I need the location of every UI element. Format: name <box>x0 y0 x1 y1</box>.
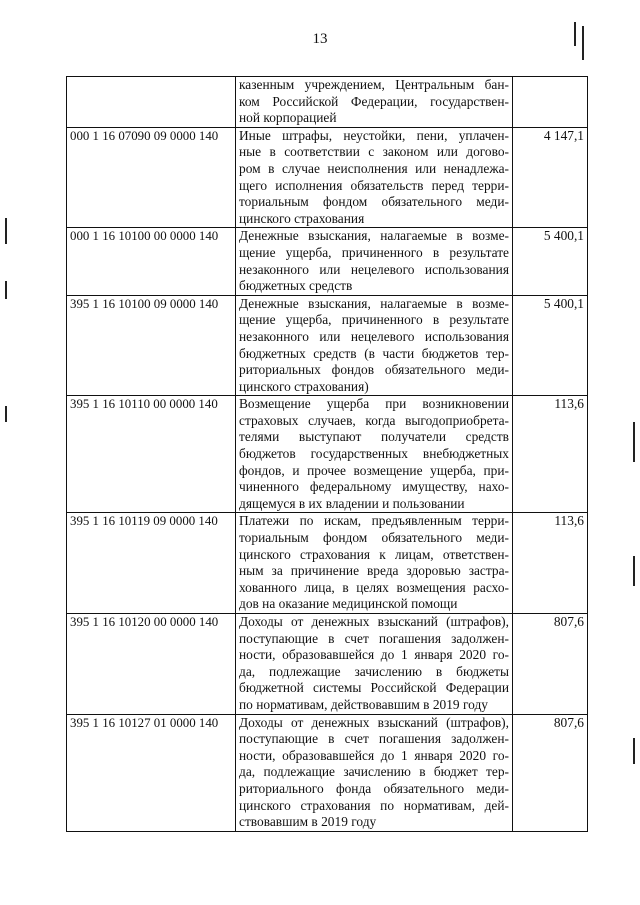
description-line: фондов, и прочее возмещение ущерба, при- <box>239 462 509 478</box>
description-line: по нормативам, действовавшим в 2019 году <box>239 696 488 712</box>
description-line: Денежные взыскания, налагаемые в возме- <box>239 295 509 311</box>
description-line: бюджетов государственных внебюджетных <box>239 446 509 462</box>
budget-classification-code: 395 1 16 10127 01 0000 140 <box>67 714 236 831</box>
scan-artifact <box>5 281 7 299</box>
description-line: Денежные взыскания, налагаемые в возме- <box>239 228 509 244</box>
scan-artifact <box>582 26 584 60</box>
budget-classification-code <box>67 77 236 128</box>
scan-artifact <box>633 738 635 764</box>
description-line: ным за причинение вреда здоровью застра- <box>239 563 509 579</box>
description-line: Иные штрафы, неустойки, пени, уплачен- <box>239 127 509 143</box>
scan-artifact <box>574 22 576 46</box>
income-description <box>236 396 513 513</box>
description-line: цинского страхования по нормативам, дей- <box>239 797 509 813</box>
description-line: бюджетной системы Российской Федерации <box>239 680 509 696</box>
description-line: поступающие в счет погашения задолжен- <box>239 630 509 646</box>
table-row <box>67 228 588 295</box>
income-description <box>236 295 513 396</box>
description-line: ной корпорацией <box>239 110 337 126</box>
budget-classification-code: 395 1 16 10120 00 0000 140 <box>67 614 236 715</box>
scan-artifact <box>633 556 635 586</box>
description-line: Платежи по искам, предъявленным терри- <box>239 513 509 529</box>
description-line: Возмещение ущерба при возникновении <box>239 396 509 412</box>
description-line: Доходы от денежных взысканий (штрафов), <box>239 714 509 730</box>
description-line: ториальным фондом обязательного меди- <box>239 530 509 546</box>
description-line: ные в соответствии с законом или догово- <box>239 144 509 160</box>
description-line: да, подлежащие зачислению в бюджеты <box>239 663 509 679</box>
description-line: цинского страхования) <box>239 378 369 394</box>
table-row <box>67 614 588 715</box>
income-description <box>236 228 513 295</box>
table-row <box>67 77 588 128</box>
amount-value: 5 400,1 <box>513 228 588 295</box>
description-line: риториальных фондов обязательного меди- <box>239 362 509 378</box>
description-line: бюджетных средств <box>239 278 353 294</box>
budget-classification-code: 000 1 16 10100 00 0000 140 <box>67 228 236 295</box>
description-line: дов на оказание медицинской помощи <box>239 596 458 612</box>
description-line: бюджетных средств (в части бюджетов тер- <box>239 345 509 361</box>
scan-artifact <box>5 406 7 422</box>
budget-table <box>66 76 588 832</box>
description-line: цинского страхования <box>239 210 365 226</box>
income-description <box>236 614 513 715</box>
description-line: незаконного или нецелевого использования <box>239 261 509 277</box>
income-description <box>236 714 513 831</box>
description-line: цинского страхования к лицам, ответствен- <box>239 546 509 562</box>
amount-value: 113,6 <box>513 513 588 614</box>
description-line: щение ущерба, причиненного в результате <box>239 312 509 328</box>
income-description <box>236 77 513 128</box>
amount-value <box>513 77 588 128</box>
budget-classification-code: 000 1 16 07090 09 0000 140 <box>67 127 236 228</box>
description-line: ториальным фондом обязательного меди- <box>239 194 509 210</box>
income-description <box>236 513 513 614</box>
amount-value: 807,6 <box>513 714 588 831</box>
description-line: ности, образовавшейся до 1 января 2020 го- <box>239 647 509 663</box>
description-line: поступающие в счет погашения задолжен- <box>239 731 509 747</box>
income-description <box>236 127 513 228</box>
amount-value: 113,6 <box>513 396 588 513</box>
description-line: хованного лица, в целях возмещения расхо- <box>239 579 509 595</box>
amount-value: 4 147,1 <box>513 127 588 228</box>
description-line: страховых случаев, когда выгодоприобрета- <box>239 412 509 428</box>
description-line: да, подлежащие зачислению в бюджет тер- <box>239 764 509 780</box>
description-line: щего исполнения обязательств перед терри- <box>239 177 509 193</box>
budget-classification-code: 395 1 16 10119 09 0000 140 <box>67 513 236 614</box>
description-line: казенным учреждением, Центральным бан- <box>239 77 509 92</box>
table-row <box>67 127 588 228</box>
table-body <box>67 77 588 832</box>
scan-artifact <box>633 422 635 462</box>
description-line: ром в случае неисполнения или ненадлежа- <box>239 160 509 176</box>
table-row <box>67 513 588 614</box>
description-line: телями выступают получатели средств <box>239 429 509 445</box>
description-line: дящемуся в их владении и пользовании <box>239 495 465 511</box>
table-row <box>67 396 588 513</box>
description-line: Доходы от денежных взысканий (штрафов), <box>239 614 509 629</box>
amount-value: 5 400,1 <box>513 295 588 396</box>
description-line: риториального фонда обязательного меди- <box>239 780 509 796</box>
description-line: незаконного или нецелевого использования <box>239 328 509 344</box>
amount-value: 807,6 <box>513 614 588 715</box>
description-line: ком Российской Федерации, государствен- <box>239 93 509 109</box>
table-row <box>67 714 588 831</box>
description-line: ствовавшим в 2019 году <box>239 814 377 830</box>
scan-artifact <box>5 218 7 244</box>
description-line: ности, образовавшейся до 1 января 2020 го- <box>239 747 509 763</box>
budget-classification-code: 395 1 16 10100 09 0000 140 <box>67 295 236 396</box>
budget-classification-code: 395 1 16 10110 00 0000 140 <box>67 396 236 513</box>
description-line: чиненного федеральному имуществу, нахо- <box>239 479 509 495</box>
description-line: щение ущерба, причиненного в результате <box>239 244 509 260</box>
table-row <box>67 295 588 396</box>
page-number: 13 <box>312 31 328 47</box>
